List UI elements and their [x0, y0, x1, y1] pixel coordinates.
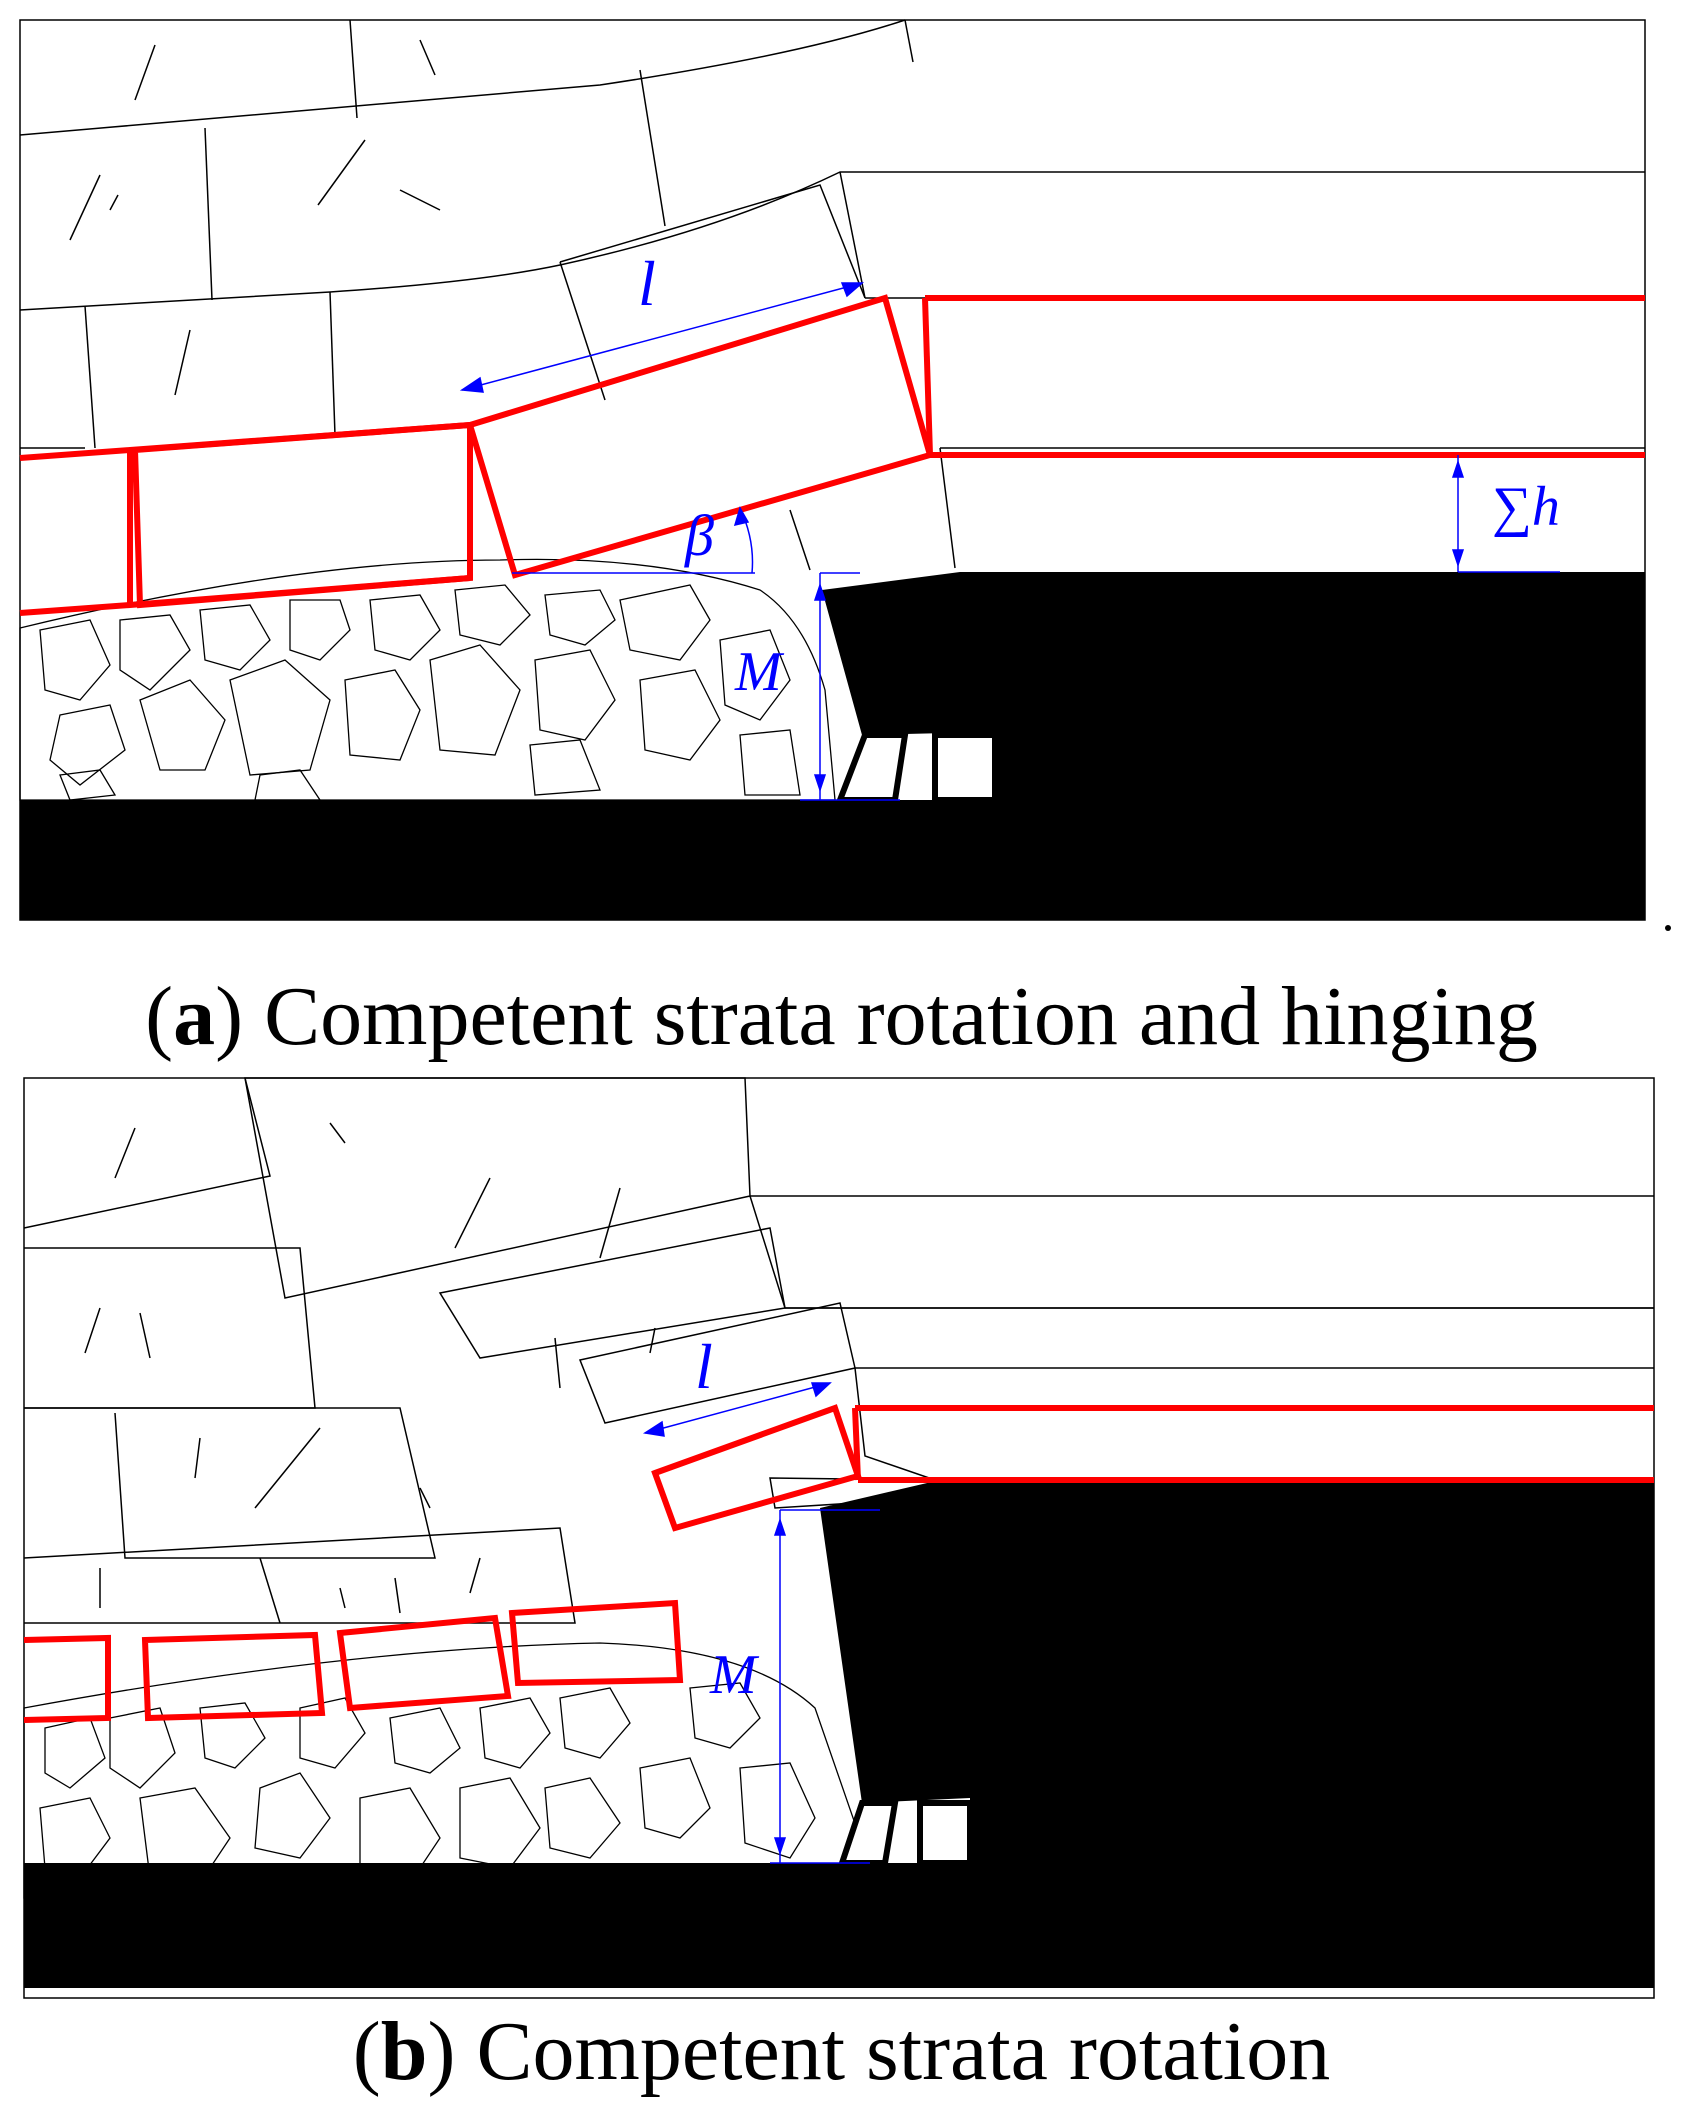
caption-b-text: Competent strata rotation — [476, 2005, 1331, 2098]
label-l: l — [638, 248, 656, 319]
panel-a — [0, 0, 1683, 960]
label-m: M — [710, 1644, 757, 1706]
key-stratum — [20, 298, 1645, 613]
label-m: M — [735, 641, 782, 703]
caption-a-letter: a — [173, 970, 216, 1063]
coal-seam — [24, 1480, 1654, 1988]
caption-a-text: Competent strata rotation and hinging — [264, 970, 1538, 1063]
label-sum-h: ∑h — [1492, 476, 1560, 538]
label-beta: β — [685, 503, 714, 568]
caption-b: (b) Competent strata rotation — [352, 2005, 1331, 2098]
label-l: l — [695, 1331, 713, 1402]
caption-b-letter: b — [380, 2005, 428, 2098]
coal-seam — [20, 572, 1645, 920]
caption-a: (a) Competent strata rotation and hinging — [145, 970, 1538, 1063]
period-mark — [1665, 925, 1671, 931]
panel-a-diagram — [0, 0, 1683, 960]
panel-b — [0, 1068, 1683, 2008]
panel-b-diagram — [0, 1068, 1683, 2008]
